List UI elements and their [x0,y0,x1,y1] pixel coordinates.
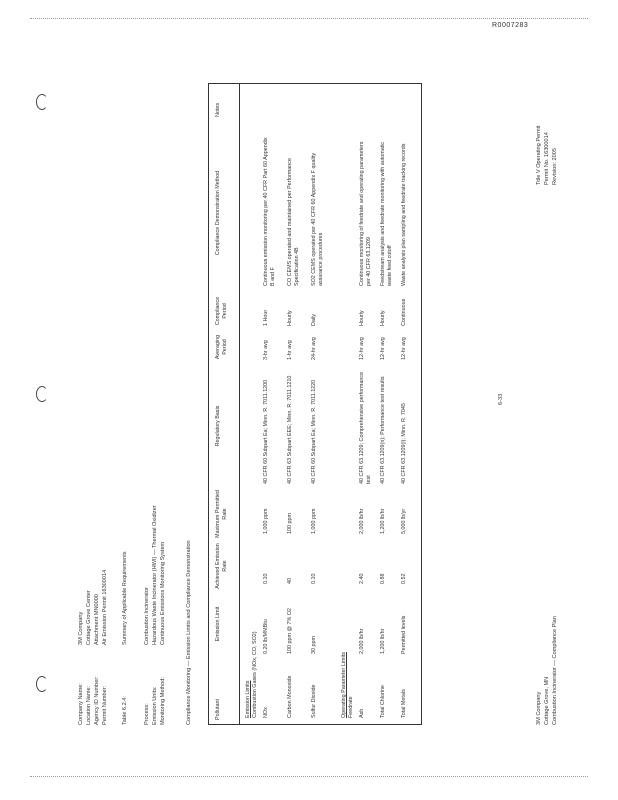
monitoring-value: Continuous Emissions Monitoring System [160,541,166,645]
cell-period: 1 Hour [263,309,269,326]
cell-avg: 24-hr avg [311,337,317,360]
cell-max: 100 ppm [287,513,293,534]
rotated-page [60,45,580,745]
company-label: Company Name: [78,683,84,725]
col-emission-limit: Emission Limit [215,606,221,642]
footer-left-line: Cottage Grove, MN [544,676,550,725]
cell-pollutant: NOx [263,707,269,718]
cell-avg: 12-hr avg [380,337,386,360]
cell-basis: 40 CFR 63.1209(l); Minn. R. 7045 [401,403,407,484]
cell-basis: 40 CFR 60 Subpart Ea; Minn. R. 7011.1220 [311,379,317,484]
cell-avg: 3-hr avg [263,340,269,360]
cell-period: Daily [311,314,317,326]
table-row [311,84,333,724]
cell-basis: 40 CFR 63.1209(n); Performance test results [380,376,386,484]
cell-avg: 12-hr avg [359,337,365,360]
cell-limit: 1,200 lb/hr [380,628,386,654]
cell-avg: 12-hr avg [401,337,407,360]
permit-label: Permit Number: [102,685,108,725]
cell-pollutant: Carbon Monoxide [287,675,293,718]
cell-pollutant: Sulfur Dioxide [311,684,317,718]
cell-method: Feedstream analysis and feedrate monitoring with automatic waste feed cutoff [380,141,393,286]
location-label: Location Name: [86,685,92,725]
cell-method: CO CEMS operated and maintained per Performance Specification 4B [287,158,300,286]
bottom-dotted-border [30,776,588,777]
monitoring-label: Monitoring Method: [160,677,166,725]
cell-limit: 0.20 lb/MMBtu [263,619,269,654]
footer-right-line: Permit No. 16300014 [544,132,550,185]
cell-max: 2,000 lb/hr [359,508,365,534]
cell-limit: 30 ppm [311,636,317,654]
cell-basis: 40 CFR 60 Subpart Ea; Minn. R. 7011.1200 [263,379,269,484]
table-row [380,84,400,724]
group-subtitle: Combustion Gases (NOx, CO, SO2) [252,631,258,718]
cell-rate: 40 [287,578,293,584]
col-compliance-method: Compliance Demonstration Method [215,170,221,256]
cell-rate: 0.88 [380,573,386,584]
page-number: 6-33 [498,393,504,405]
cell-method: SO2 CEMS operated per 40 CFR 60 Appendix F quality assurance procedures [311,152,324,286]
emission-units-label: Emission Units: [152,686,158,725]
cell-method: Continuous emission monitoring per 40 CFR Part 60 Appendix B and F [263,137,276,286]
cell-period: Hourly [287,310,293,326]
cell-pollutant: Ash [359,708,365,718]
table-caption: Compliance Monitoring — Emission Limits and Compliance Demonstration [186,540,192,725]
footer-left-line: Combustion Incinerator — Compliance Plan [552,616,558,725]
agency-id-value: Attachment MN0000 [94,594,100,645]
group-title: Operating Parameter Limits [341,652,347,718]
cell-max: 1,000 ppm [263,508,269,534]
footer-right-line: Title V Operating Permit [536,125,542,185]
table-title-label: Table 6.2.4: [122,696,128,725]
emission-units-value: Hazardous Waste Incinerator (HWI) — Thermal Oxidizer [152,505,158,645]
cell-method: Waste analysis plan sampling and feedrate tracking records [401,143,407,286]
cell-limit: Permitted levels [401,615,407,654]
col-notes: Notes [215,102,221,118]
cell-avg: 1-hr avg [287,340,293,360]
agency-id-label: Agency ID Number: [94,676,100,725]
table-row [287,84,309,724]
col-regulatory-basis: Regulatory Basis [215,405,221,447]
cell-max: 5,000 lb/yr [401,508,407,534]
cell-max: 1,200 lb/hr [380,508,386,534]
table-row [401,84,419,724]
group-title: Emission Limits [245,680,251,718]
cell-method: Continuous monitoring of feedrate and operating parameters per 40 CFR 63.1209 [359,141,372,286]
document-id: R0007283 [492,22,529,29]
cell-rate: 0.10 [263,573,269,584]
cell-pollutant: Total Chlorine [380,685,386,718]
table-header [209,84,240,724]
punch-hole-icon [36,386,48,402]
location-value: Cottage Grove Center [86,590,92,645]
cell-rate: 2.40 [359,573,365,584]
cell-max: 1,000 ppm [311,508,317,534]
col-compliance-period: Compliance Period [215,296,228,326]
process-label: Process: [144,703,150,725]
cell-period: Continuous [401,298,407,326]
cell-basis: 40 CFR 63 Subpart EEE; Minn. R. 7011.1210 [287,375,293,484]
table-row [359,84,379,724]
col-pollutant: Pollutant [215,699,221,720]
punch-hole-icon [36,94,48,110]
cell-period: Hourly [359,310,365,326]
table-title-value: Summary of Applicable Requirements [122,551,128,645]
footer-right-line: Revision: 2005 [552,147,558,185]
col-achieved-rate: Achieved Emission Rate [215,543,228,589]
group-subtitle: Feedrate [348,696,354,718]
cell-rate: 0.52 [401,573,407,584]
punch-hole-icon [36,676,48,692]
col-max-rate: Maximum Permitted Rate [215,490,228,538]
cell-limit: 100 ppm @ 7% O2 [287,608,293,654]
col-averaging-period: Averaging Period [215,334,228,360]
top-dotted-border [30,18,588,19]
requirements-table [208,83,422,725]
permit-value: Air Emission Permit 16300014 [102,569,108,645]
cell-pollutant: Total Metals [401,689,407,718]
process-value: Combustion Incinerator [144,587,150,645]
cell-basis: 40 CFR 63.1209; Comprehensive performance test [359,371,372,484]
company-value: 3M Company [78,611,84,645]
cell-limit: 2,000 lb/hr [359,628,365,654]
cell-rate: 0.10 [311,573,317,584]
footer-left-line: 3M Company [536,691,542,725]
table-row [263,84,285,724]
cell-period: Hourly [380,310,386,326]
